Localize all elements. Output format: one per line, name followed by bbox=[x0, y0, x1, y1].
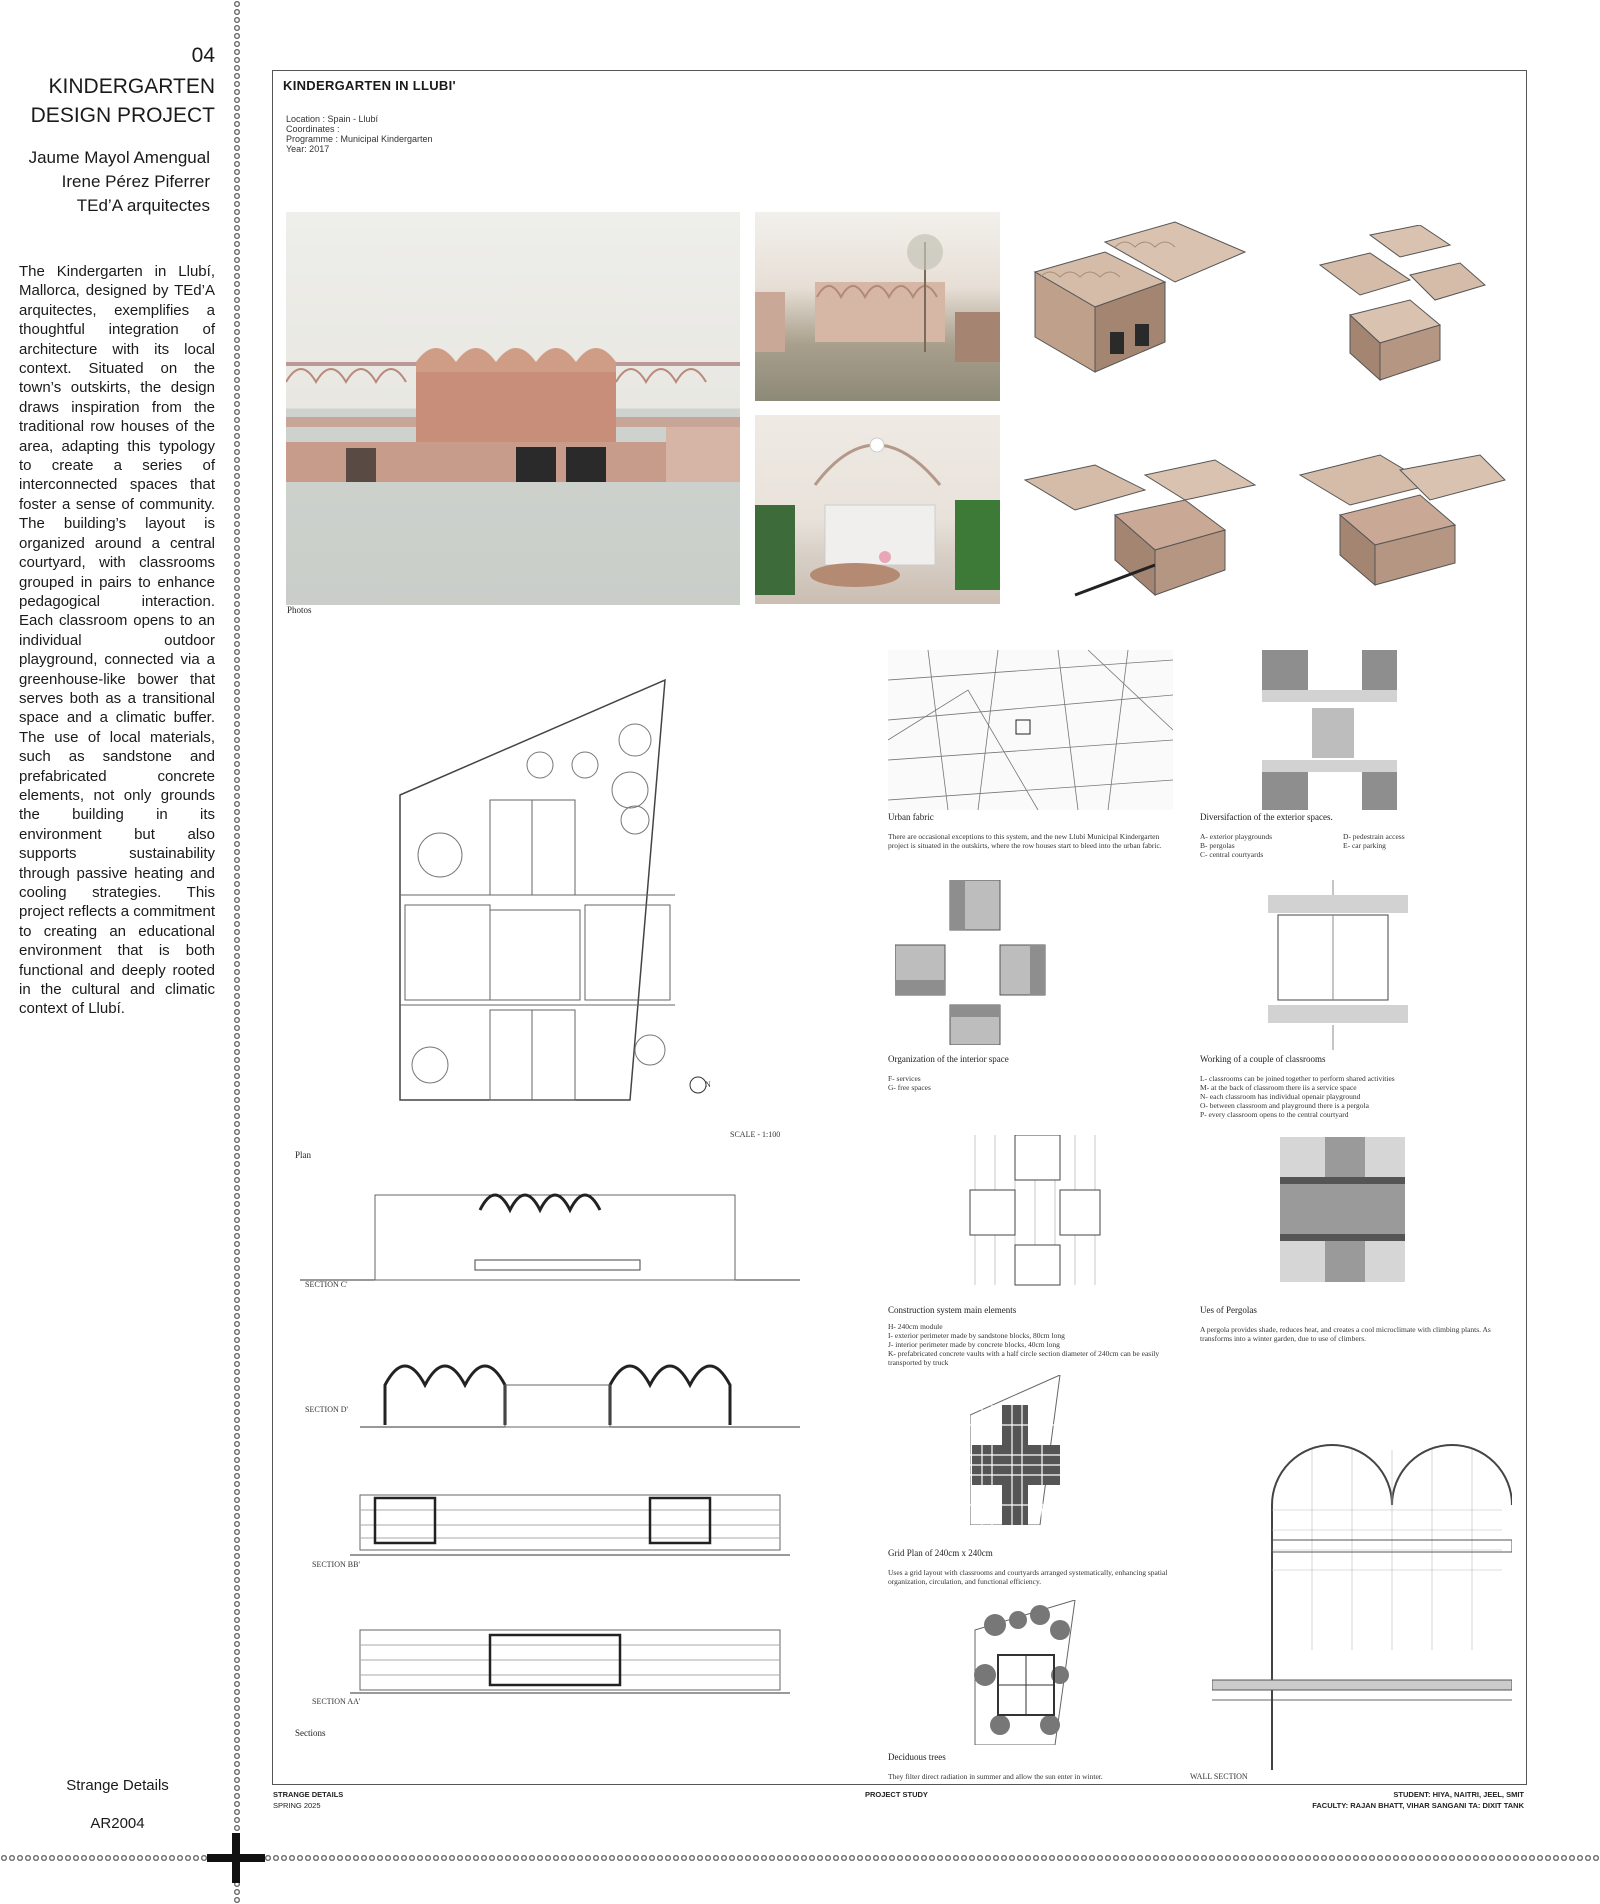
construction-drawing bbox=[965, 1135, 1105, 1290]
legend-b: B- pergolas bbox=[1200, 841, 1235, 850]
scale-label: SCALE - 1:100 bbox=[730, 1130, 781, 1139]
model-axo-1-drawing bbox=[1015, 212, 1260, 392]
legend-d: D- pedestrain access bbox=[1343, 832, 1405, 841]
meta-programme: Programme : Municipal Kindergarten bbox=[286, 134, 433, 144]
authors bbox=[10, 146, 210, 218]
legend-o: O- between classroom and playground there is a pergola bbox=[1200, 1101, 1369, 1110]
model-axo-1 bbox=[1015, 212, 1260, 392]
trees-title: Deciduous trees bbox=[888, 1752, 946, 1762]
pergolas-text: A pergola provides shade, reduces heat, and creates a cool microclimate with climbing plants. As transforms into a winter garden, due to use of climbers. bbox=[1200, 1325, 1491, 1343]
legend-c: C- central courtyards bbox=[1200, 850, 1264, 859]
project-title-line1: KINDERGARTEN bbox=[48, 75, 215, 98]
organization-drawing bbox=[895, 880, 1050, 1045]
legend-e: E- car parking bbox=[1343, 841, 1386, 850]
legend-k: K- prefabricated concrete vaults with a half circle section diameter of 240cm can be easily transported by truck bbox=[888, 1349, 1160, 1367]
footer-type: PROJECT STUDY bbox=[865, 1790, 928, 1799]
legend-a: A- exterior playgrounds bbox=[1200, 832, 1273, 841]
trees-text: They filter direct radiation in summer and allow the sun enter in winter. bbox=[888, 1772, 1103, 1781]
sections-label: Sections bbox=[295, 1728, 326, 1738]
couple-legend bbox=[1200, 1074, 1500, 1119]
site-plan-drawing bbox=[385, 670, 805, 1110]
north-label: N bbox=[705, 1080, 711, 1089]
diversification-drawing bbox=[1262, 650, 1397, 810]
couple-title: Working of a couple of classrooms bbox=[1200, 1054, 1326, 1064]
legend-p: P- every classroom opens to the central courtyard bbox=[1200, 1110, 1349, 1119]
urban-fabric-text: There are occasional exceptions to this system, and the new Llubí Municipal Kindergarten project is situated in the outskirts, where the row houses start to bleed into the urban fabric. bbox=[888, 832, 1162, 850]
course-name: Strange Details bbox=[66, 1777, 169, 1794]
site-plan bbox=[385, 670, 805, 1110]
plan-label: Plan bbox=[295, 1150, 312, 1160]
wall-section bbox=[1212, 1390, 1512, 1770]
author-2: Irene Pérez Piferrer bbox=[61, 172, 210, 191]
pergolas-drawing bbox=[1280, 1137, 1405, 1282]
wall-section-drawing bbox=[1212, 1390, 1512, 1770]
project-description: The Kindergarten in Llubí, Mallorca, designed by TEd’A arquitectes, exemplifies a thoughtful integration of architecture with its local context. Situated on the town’s outskirts, the design draws inspiration from the traditional row houses of the area, adapting this typology to create a series of interconnected spaces that foster a sense of community. The building’s layout is organized around a central courtyard, with classrooms grouped in pairs to enhance pedagogical interaction. Each classroom opens to an individual outdoor playground, connected via a greenhouse-like bower that serves both as a transitional space and a climatic buffer. The use of local materials, such as sandstone and prefabricated concrete elements, not only grounds the building in its environment but also supports sustainability through passive heating and cooling strategies. This project reflects a commitment to creating an educational environment that is both functional and deeply rooted in the cultural and climatic context of Llubí. bbox=[19, 263, 215, 1018]
urban-fabric-drawing bbox=[888, 650, 1173, 810]
meta-year: Year: 2017 bbox=[286, 144, 330, 154]
organization-title: Organization of the interior space bbox=[888, 1054, 1009, 1064]
grid-plan-drawing bbox=[970, 1375, 1070, 1525]
urban-fabric-map bbox=[888, 650, 1173, 810]
legend-h: H- 240cm module bbox=[888, 1322, 943, 1331]
project-number: 04 bbox=[191, 44, 215, 67]
section-tag-d: SECTION D' bbox=[305, 1405, 348, 1414]
section-tag-bb: SECTION BB' bbox=[312, 1560, 360, 1569]
construction-legend bbox=[888, 1322, 1168, 1367]
model-axo-4 bbox=[1280, 445, 1510, 595]
sheet-title: KINDERGARTEN IN LLUBI' bbox=[283, 78, 456, 93]
model-axo-4-drawing bbox=[1280, 445, 1510, 595]
facade-drawing bbox=[286, 212, 740, 605]
section-d-drawing bbox=[360, 1345, 800, 1430]
organization-diagram bbox=[895, 880, 1050, 1045]
legend-n: N- each classroom has individual openair playground bbox=[1200, 1092, 1361, 1101]
footer-students: STUDENT: HIYA, NAITRI, JEEL, SMIT bbox=[1393, 1790, 1524, 1799]
section-tag-aa: SECTION AA' bbox=[312, 1697, 361, 1706]
trees-diagram bbox=[970, 1600, 1080, 1745]
couple-diagram bbox=[1268, 880, 1408, 1050]
grid-plan-title: Grid Plan of 240cm x 240cm bbox=[888, 1548, 993, 1558]
course-code: AR2004 bbox=[90, 1815, 145, 1832]
legend-l: L- classrooms can be joined together to perform shared activities bbox=[1200, 1074, 1395, 1083]
diversification-legend-left bbox=[1200, 832, 1272, 859]
grid-plan-text: Uses a grid layout with classrooms and courtyards arranged systematically, enhancing spatial organization, circulation, and functional efficiency. bbox=[888, 1568, 1168, 1586]
section-aa bbox=[350, 1615, 790, 1700]
section-bb-drawing bbox=[350, 1480, 790, 1565]
organization-legend bbox=[888, 1074, 931, 1092]
vertical-chain-border bbox=[233, 0, 241, 1904]
meta-location: Location : Spain - Llubí bbox=[286, 114, 379, 124]
section-aa-drawing bbox=[350, 1615, 790, 1700]
diversification-legend-right bbox=[1343, 832, 1405, 850]
photos-label: Photos bbox=[287, 605, 312, 615]
interior-photo bbox=[755, 415, 1000, 604]
model-axo-2-drawing bbox=[1310, 225, 1490, 390]
grid-plan-diagram bbox=[970, 1375, 1070, 1525]
diversification-diagram bbox=[1262, 650, 1397, 810]
section-c-drawing bbox=[300, 1180, 800, 1285]
cross-mark-bar bbox=[207, 1854, 265, 1862]
courtyard-photo bbox=[755, 212, 1000, 401]
legend-g: G- free spaces bbox=[888, 1083, 931, 1092]
wall-section-label: WALL SECTION bbox=[1190, 1772, 1248, 1781]
urban-fabric-title: Urban fabric bbox=[888, 812, 934, 822]
footer-course: STRANGE DETAILS bbox=[273, 1790, 344, 1799]
footer-faculty: FACULTY: RAJAN BHATT, VIHAR SANGANI TA: DIXIT TANK bbox=[1312, 1801, 1524, 1810]
construction-title: Construction system main elements bbox=[888, 1305, 1017, 1315]
footer-semester: SPRING 2025 bbox=[273, 1801, 321, 1810]
couple-drawing bbox=[1268, 880, 1408, 1050]
facade-photo bbox=[286, 212, 740, 605]
section-c bbox=[300, 1180, 800, 1285]
section-d bbox=[360, 1345, 800, 1430]
trees-drawing bbox=[970, 1600, 1080, 1745]
section-bb bbox=[350, 1480, 790, 1565]
model-axo-2 bbox=[1310, 225, 1490, 390]
legend-f: F- services bbox=[888, 1074, 921, 1083]
legend-i: I- exterior perimeter made by sandstone blocks, 80cm long bbox=[888, 1331, 1065, 1340]
construction-diagram bbox=[965, 1135, 1105, 1290]
project-title-line2: DESIGN PROJECT bbox=[30, 104, 215, 127]
courtyard-drawing bbox=[755, 212, 1000, 401]
legend-m: M- at the back of classroom there iis a service space bbox=[1200, 1083, 1357, 1092]
interior-drawing bbox=[755, 415, 1000, 604]
diversification-title: Diversifaction of the exterior spaces. bbox=[1200, 812, 1333, 822]
model-axo-3 bbox=[1015, 455, 1260, 605]
author-1: Jaume Mayol Amengual bbox=[28, 148, 210, 167]
legend-j: J- interior perimeter made by concrete blocks, 40cm long bbox=[888, 1340, 1060, 1349]
author-3: TEd’A arquitectes bbox=[76, 196, 210, 215]
project-title bbox=[20, 72, 215, 130]
pergolas-title: Ues of Pergolas bbox=[1200, 1305, 1257, 1315]
pergolas-diagram bbox=[1280, 1137, 1405, 1282]
section-tag-c: SECTION C' bbox=[305, 1280, 348, 1289]
meta-coordinates: Coordinates : bbox=[286, 124, 340, 134]
model-axo-3-drawing bbox=[1015, 455, 1260, 605]
